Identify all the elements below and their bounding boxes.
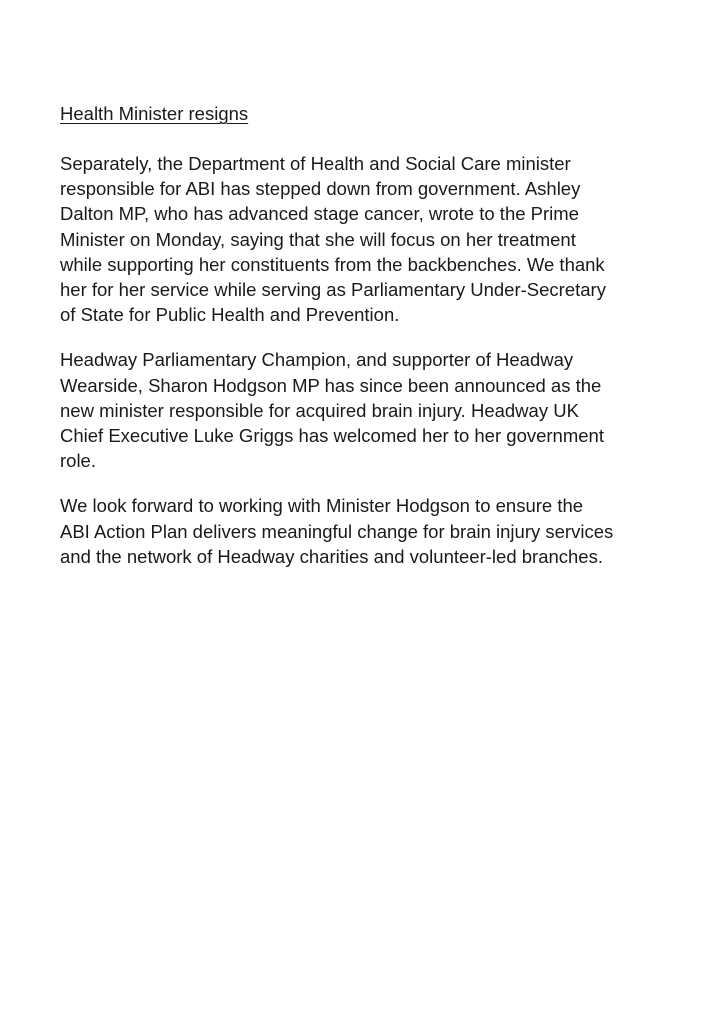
text-line: We look forward to working with Minister Hodgson to ensure the (60, 495, 584, 517)
section-heading: Health Minister resigns (60, 103, 249, 124)
text-line: new minister responsible for acquired brain injury. Headway UK (60, 399, 579, 421)
text-line: Separately, the Department of Health and Social Care minister (60, 153, 571, 174)
text-line: Wearside, Sharon Hodgson MP has since been announced as the (60, 374, 602, 396)
text-line: Dalton MP, who has advanced stage cancer, wrote to the Prime (60, 203, 579, 225)
text-line: responsible for ABI has stepped down from government. Ashley (60, 178, 581, 200)
text-line: her for her service while serving as Parliamentary Under-Secretary (60, 279, 606, 301)
text-line: Minister on Monday, saying that she will focus on her treatment (60, 228, 576, 250)
text-line: role. (60, 450, 96, 472)
paragraph-resignation (60, 151, 675, 327)
paragraph-outlook (60, 493, 675, 569)
text-line: while supporting her constituents from the backbenches. We thank (60, 253, 605, 275)
text-line: Headway Parliamentary Champion, and supporter of Headway (60, 349, 574, 371)
text-line: of State for Public Health and Prevention. (60, 304, 400, 326)
text-line: and the network of Headway charities and volunteer-led branches. (60, 545, 603, 567)
article-body (60, 101, 675, 589)
paragraph-new-minister (60, 347, 675, 473)
text-line: Chief Executive Luke Griggs has welcomed her to her government (60, 425, 604, 447)
text-line: ABI Action Plan delivers meaningful change for brain injury services (60, 520, 614, 542)
